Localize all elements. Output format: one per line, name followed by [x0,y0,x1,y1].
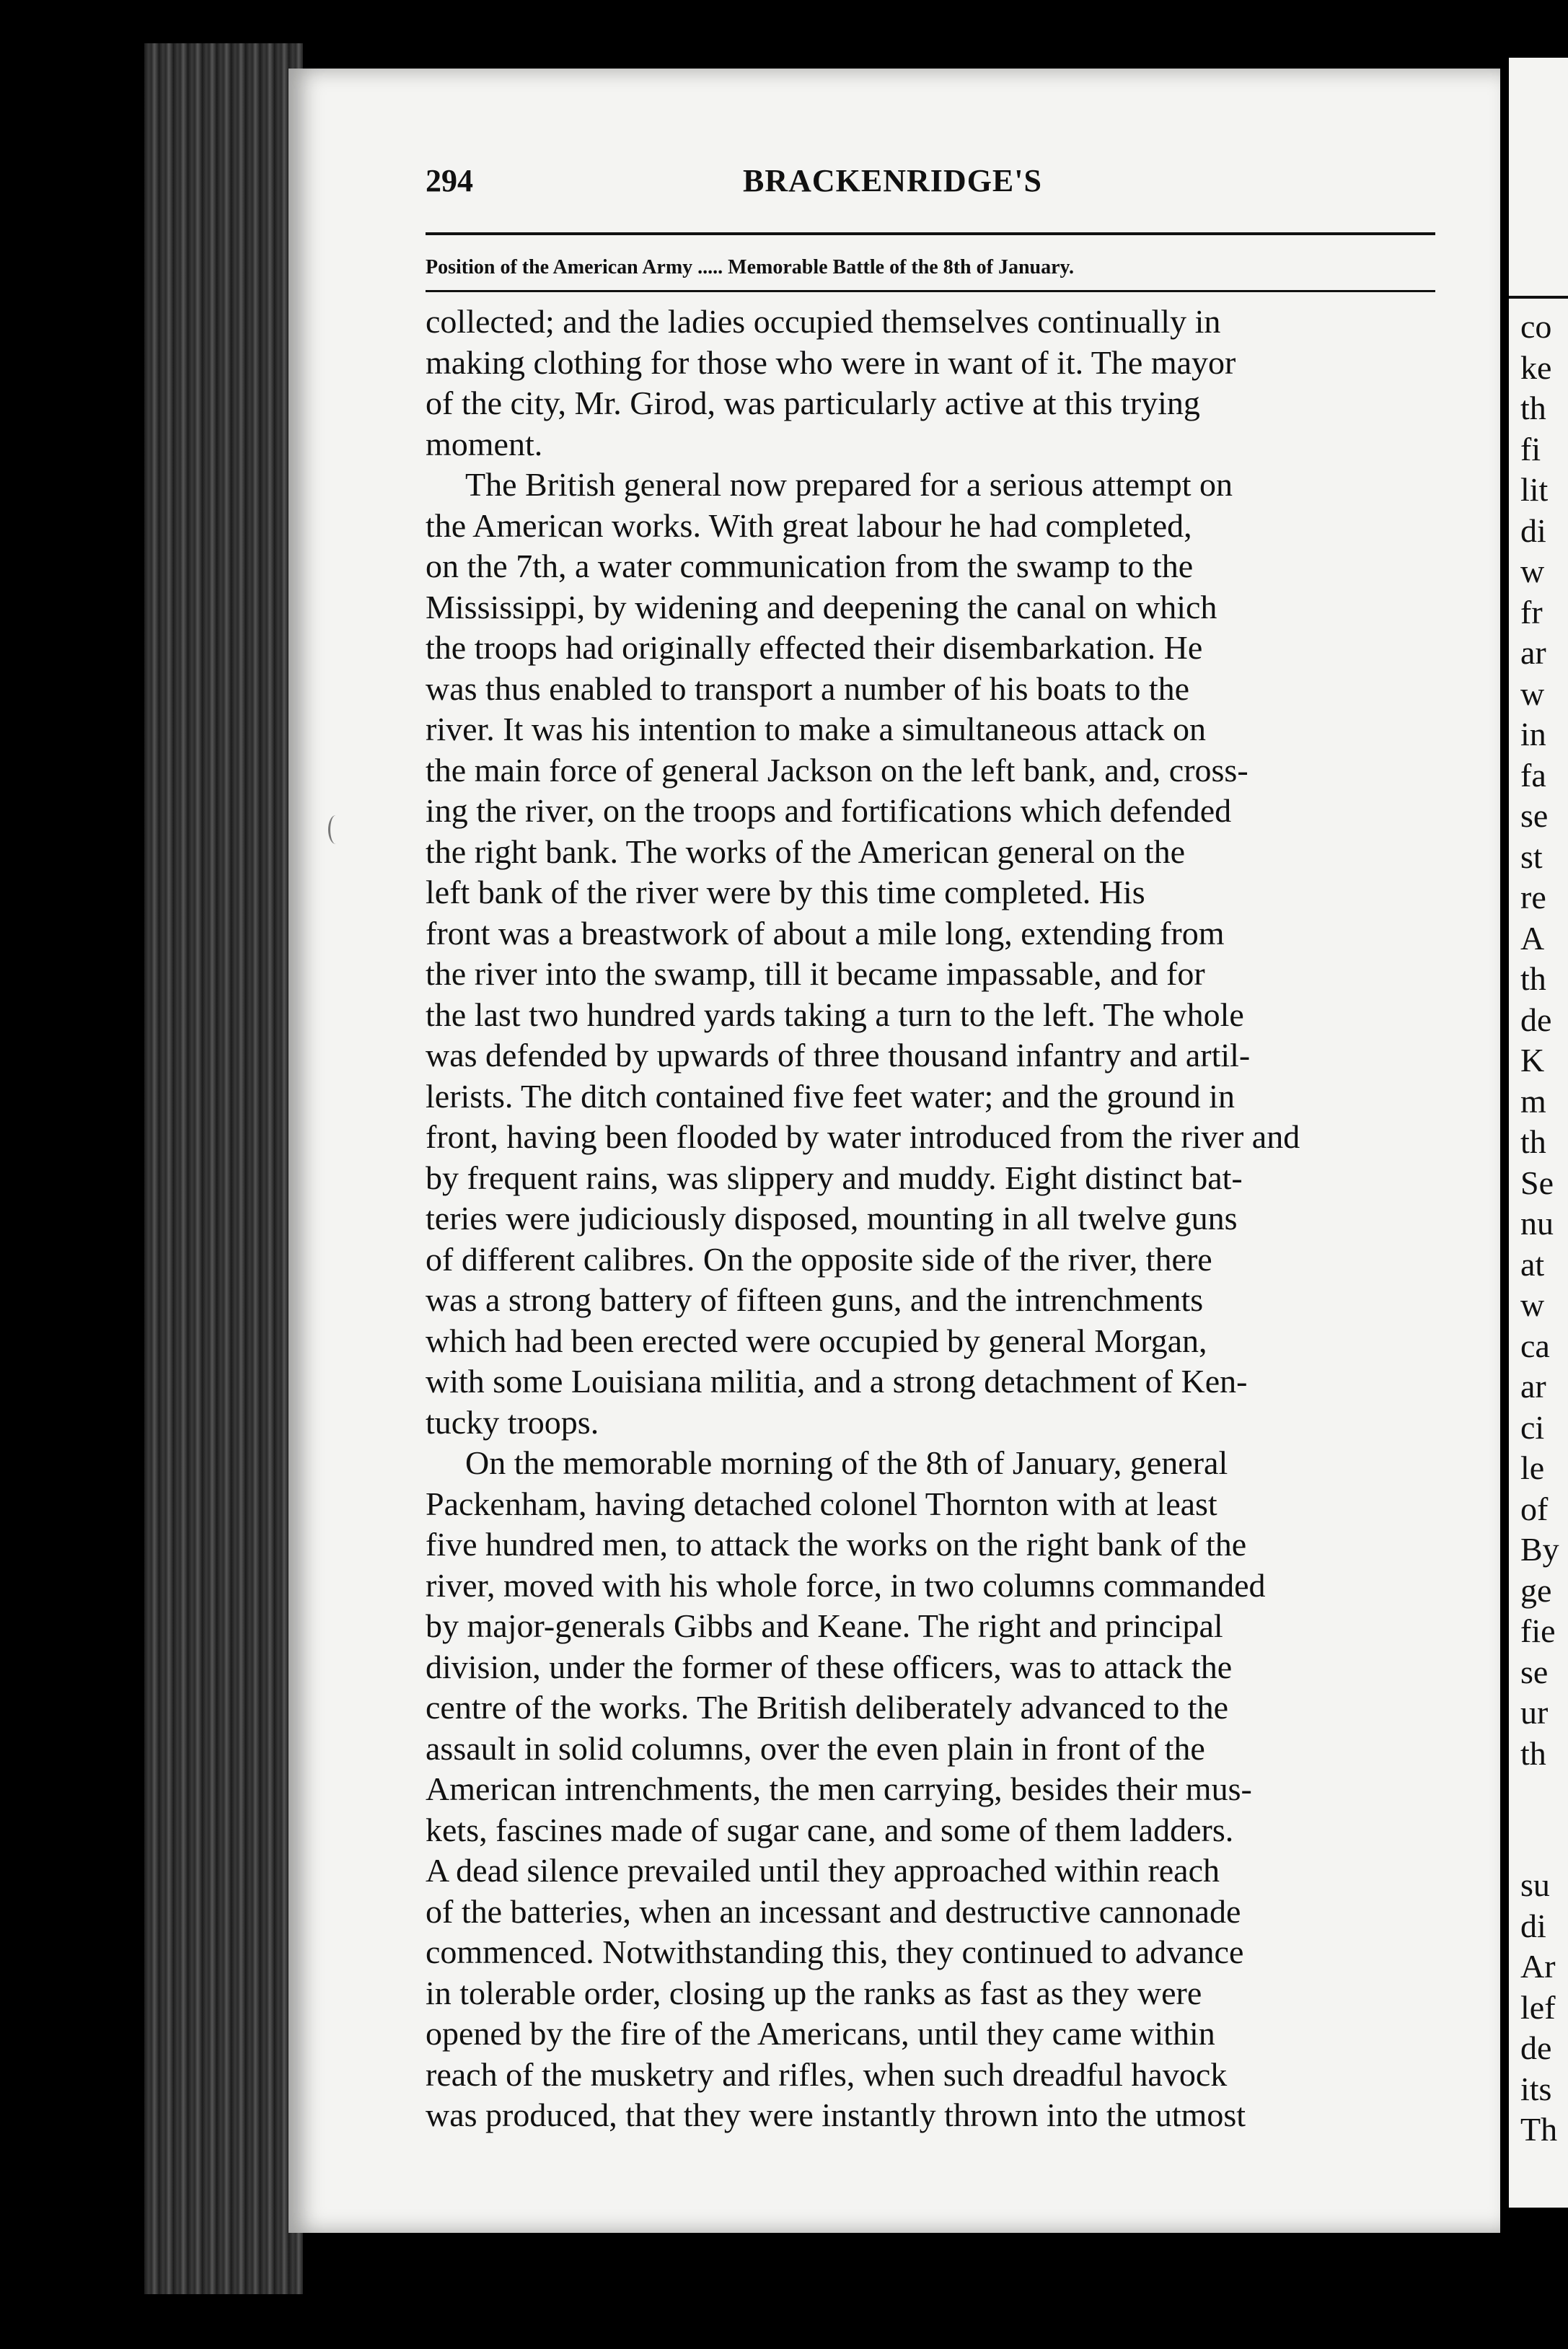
next-page-fragment: de [1520,1001,1552,1038]
next-page-fragment: of [1520,1490,1549,1527]
book-spine-edge [144,43,303,2294]
next-page-fragment: at [1520,1245,1545,1283]
text-line: commenced. Notwithstanding this, they continued to advance [426,1933,1244,1970]
next-page-fragment: ci [1520,1408,1545,1446]
next-page-fragment: co [1520,308,1552,345]
next-page-fragment: in [1520,716,1546,752]
text-line: the right bank. The works of the American general on the [426,833,1185,870]
text-line: on the 7th, a water communication from the swamp to the [426,548,1194,584]
next-page-fragment: fa [1520,756,1546,794]
text-line: opened by the fire of the Americans, until they came within [426,2015,1215,2052]
text-line: river. It was his intention to make a simultaneous attack on [426,711,1207,747]
text-line: teries were judiciously disposed, mounting in all twelve guns [426,1200,1238,1237]
text-line: collected; and the ladies occupied themselves continually in [426,303,1221,340]
next-page-fragment: fie [1520,1612,1556,1649]
header-rule-top [426,232,1435,235]
text-line: assault in solid columns, over the even plain in front of the [426,1729,1205,1767]
next-page-fragments-bottom [1509,1865,1557,2151]
next-page-fragment: w [1520,553,1545,589]
next-page-header-rule [1509,296,1568,299]
text-line: by frequent rains, was slippery and muddy. Eight distinct bat- [426,1159,1243,1196]
next-page-fragment: nu [1520,1205,1554,1242]
next-page-fragment: ar [1520,1368,1546,1405]
text-line: A dead silence prevailed until they approached within reach [426,1852,1220,1889]
text-line: river, moved with his whole force, in two columns commanded [426,1566,1266,1604]
next-page-fragment: its [1520,2070,1552,2107]
next-page-fragment: w [1520,675,1545,712]
text-line: The British general now prepared for a serious attempt on [465,466,1233,503]
next-page-fragment: ge [1520,1571,1552,1609]
text-line: front, having been flooded by water introduced from the river and [426,1118,1300,1155]
next-page-fragments-top [1509,307,1559,1774]
text-line: was thus enabled to transport a number of his boats to the [426,669,1190,707]
next-page-fragment: re [1520,879,1546,916]
text-line: the last two hundred yards taking a turn to the left. The whole [426,996,1244,1033]
text-line: was produced, that they were instantly thrown into the utmost [426,2096,1246,2133]
next-page-fragment: ur [1520,1694,1549,1731]
next-page-fragment: su [1520,1866,1550,1903]
page-number: 294 [426,163,473,198]
text-line: of the city, Mr. Girod, was particularly active at this trying [426,385,1200,421]
text-line: ing the river, on the troops and fortifications which defended [426,792,1232,829]
next-page-fragment: de [1520,2029,1552,2066]
text-line: front was a breastwork of about a mile long, extending from [426,914,1225,952]
text-line: kets, fascines made of sugar cane, and some of them ladders. [426,1811,1234,1848]
text-line: was a strong battery of fifteen guns, and the intrenchments [426,1281,1204,1318]
text-line: of the batteries, when an incessant and destructive cannonade [426,1892,1241,1930]
text-line: lerists. The ditch contained five feet water; and the ground in [426,1077,1235,1115]
next-page-fragment: th [1520,960,1546,997]
text-line: the troops had originally effected their disembarkation. He [426,629,1203,666]
next-page-fragment: K [1520,1042,1545,1079]
text-line: with some Louisiana militia, and a strong detachment of Ken- [426,1363,1248,1400]
text-line: American intrenchments, the men carrying, besides their mus- [426,1770,1252,1807]
text-line: division, under the former of these officers, was to attack the [426,1648,1233,1685]
text-line: in tolerable order, closing up the ranks as fast as they were [426,1974,1202,2011]
text-line: centre of the works. The British deliberately advanced to the [426,1689,1228,1726]
next-page-fragment: lit [1520,471,1549,508]
text-line: of different calibres. On the opposite side of the river, there [426,1240,1212,1278]
next-page-fragment: ca [1520,1327,1550,1364]
next-page-fragment: ke [1520,348,1552,386]
next-page-fragment: di [1520,1907,1546,1944]
next-page-fragment: A [1520,919,1545,957]
text-line: tucky troops. [426,1403,599,1441]
next-page-fragment: Ar [1520,1948,1556,1985]
text-line: by major-generals Gibbs and Keane. The right and principal [426,1607,1223,1644]
next-page-fragment: By [1520,1531,1559,1568]
next-page-fragment: w [1520,1286,1545,1323]
next-page-fragment: th [1520,390,1546,426]
text-line: was defended by upwards of three thousand infantry and artil- [426,1037,1251,1073]
next-page-fragment: Se [1520,1164,1554,1201]
text-line: Mississippi, by widening and deepening the canal on which [426,588,1217,625]
header-rule-bottom [426,290,1435,292]
next-page-fragment: m [1520,1082,1546,1120]
next-page-fragment: st [1520,838,1543,875]
next-page-fragment: le [1520,1449,1545,1486]
text-line: On the memorable morning of the 8th of January, general [465,1444,1228,1481]
next-page-fragment: th [1520,1123,1546,1160]
text-line: the river into the swamp, till it became impassable, and for [426,955,1205,992]
running-title: BRACKENRIDGE'S [743,163,1042,198]
next-page-fragment: se [1520,797,1549,834]
next-page-fragment: lef [1520,1988,1556,2026]
page-mark [328,815,343,844]
text-line: reach of the musketry and rifles, when such dreadful havock [426,2055,1228,2093]
next-page-fragment: fi [1520,430,1541,467]
section-subheader: Position of the American Army ..... Memorable Battle of the 8th of January. [426,256,1074,278]
text-line: Packenham, having detached colonel Thornton with at least [426,1485,1217,1522]
next-page-fragment: fr [1520,593,1543,631]
text-line: moment. [426,425,543,462]
text-line: which had been erected were occupied by general Morgan, [426,1322,1207,1359]
text-line: five hundred men, to attack the works on the right bank of the [426,1526,1247,1563]
body-text [426,302,1471,2136]
text-line: left bank of the river were by this time completed. His [426,874,1145,910]
next-page-fragment: th [1520,1734,1546,1772]
next-page-fragment: Th [1520,2111,1558,2148]
text-line: making clothing for those who were in want of it. The mayor [426,343,1236,381]
page-header [426,162,1450,213]
text-line: the main force of general Jackson on the left bank, and, cross- [426,751,1248,789]
next-page-fragment: se [1520,1653,1549,1690]
next-page-edge [1509,58,1568,2208]
text-line: the American works. With great labour he had completed, [426,506,1192,544]
next-page-fragment: di [1520,511,1546,549]
next-page-fragment: ar [1520,634,1546,671]
